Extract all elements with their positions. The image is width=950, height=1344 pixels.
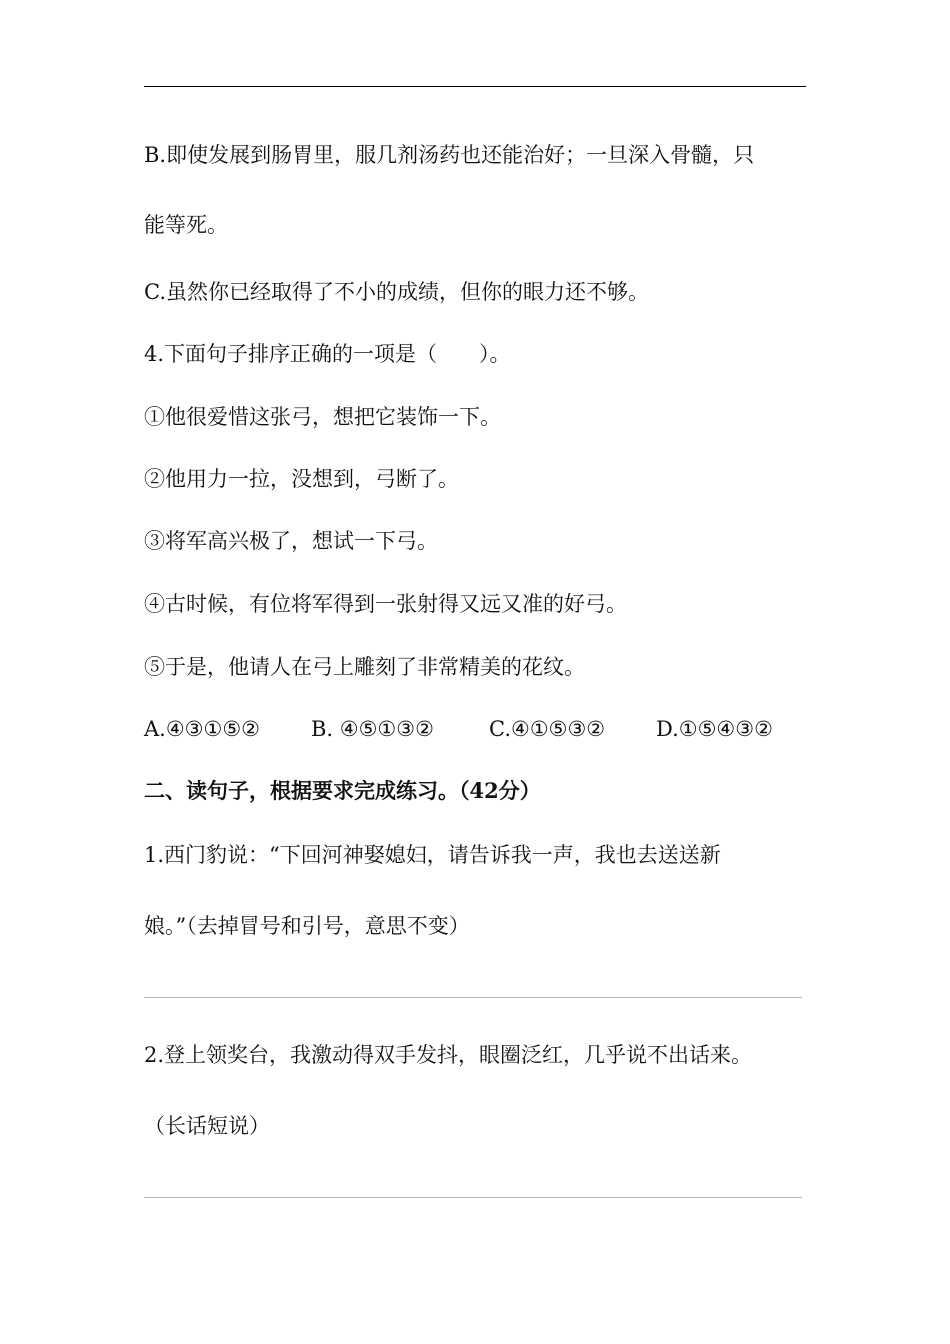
section2-heading: 二、读句子，根据要求完成练习。（42分）	[144, 778, 541, 803]
s2-q2-answer-line[interactable]	[144, 1197, 802, 1198]
q3-option-c: C.虽然你已经取得了不小的成绩，但你的眼力还不够。	[144, 280, 649, 304]
s2-q1-line1: 1.西门豹说：“下回河神娶媳妇，请告诉我一声，我也去送送新	[144, 843, 721, 867]
q3-option-b-line1: B.即使发展到肠胃里，服几剂汤药也还能治好；一旦深入骨髓，只	[144, 143, 755, 167]
q4-sentence-2: ②他用力一拉，没想到，弓断了。	[144, 467, 459, 491]
s2-q1-answer-line[interactable]	[144, 997, 802, 998]
s2-q2-line2: （长话短说）	[144, 1114, 270, 1138]
q3-option-b-line2: 能等死。	[144, 213, 228, 237]
s2-q2-line1: 2.登上领奖台，我激动得双手发抖，眼圈泛红，几乎说不出话来。	[144, 1043, 753, 1067]
s2-q1-line2: 娘。”（去掉冒号和引号，意思不变）	[144, 914, 470, 938]
q4-choice-d: D.①⑤④③②	[656, 717, 773, 741]
q4-choice-a: A.④③①⑤②	[144, 717, 260, 741]
q4-sentence-1: ①他很爱惜这张弓，想把它装饰一下。	[144, 405, 501, 429]
q4-sentence-4: ④古时候，有位将军得到一张射得又远又准的好弓。	[144, 592, 627, 616]
q4-stem: 4.下面句子排序正确的一项是（ ）。	[144, 342, 511, 366]
q4-sentence-3: ③将军高兴极了，想试一下弓。	[144, 529, 438, 553]
q4-sentence-5: ⑤于是，他请人在弓上雕刻了非常精美的花纹。	[144, 655, 585, 679]
q4-choice-c: C.④①⑤③②	[489, 717, 606, 741]
q4-choice-b: B. ④⑤①③②	[311, 717, 434, 741]
header-rule	[144, 86, 806, 87]
